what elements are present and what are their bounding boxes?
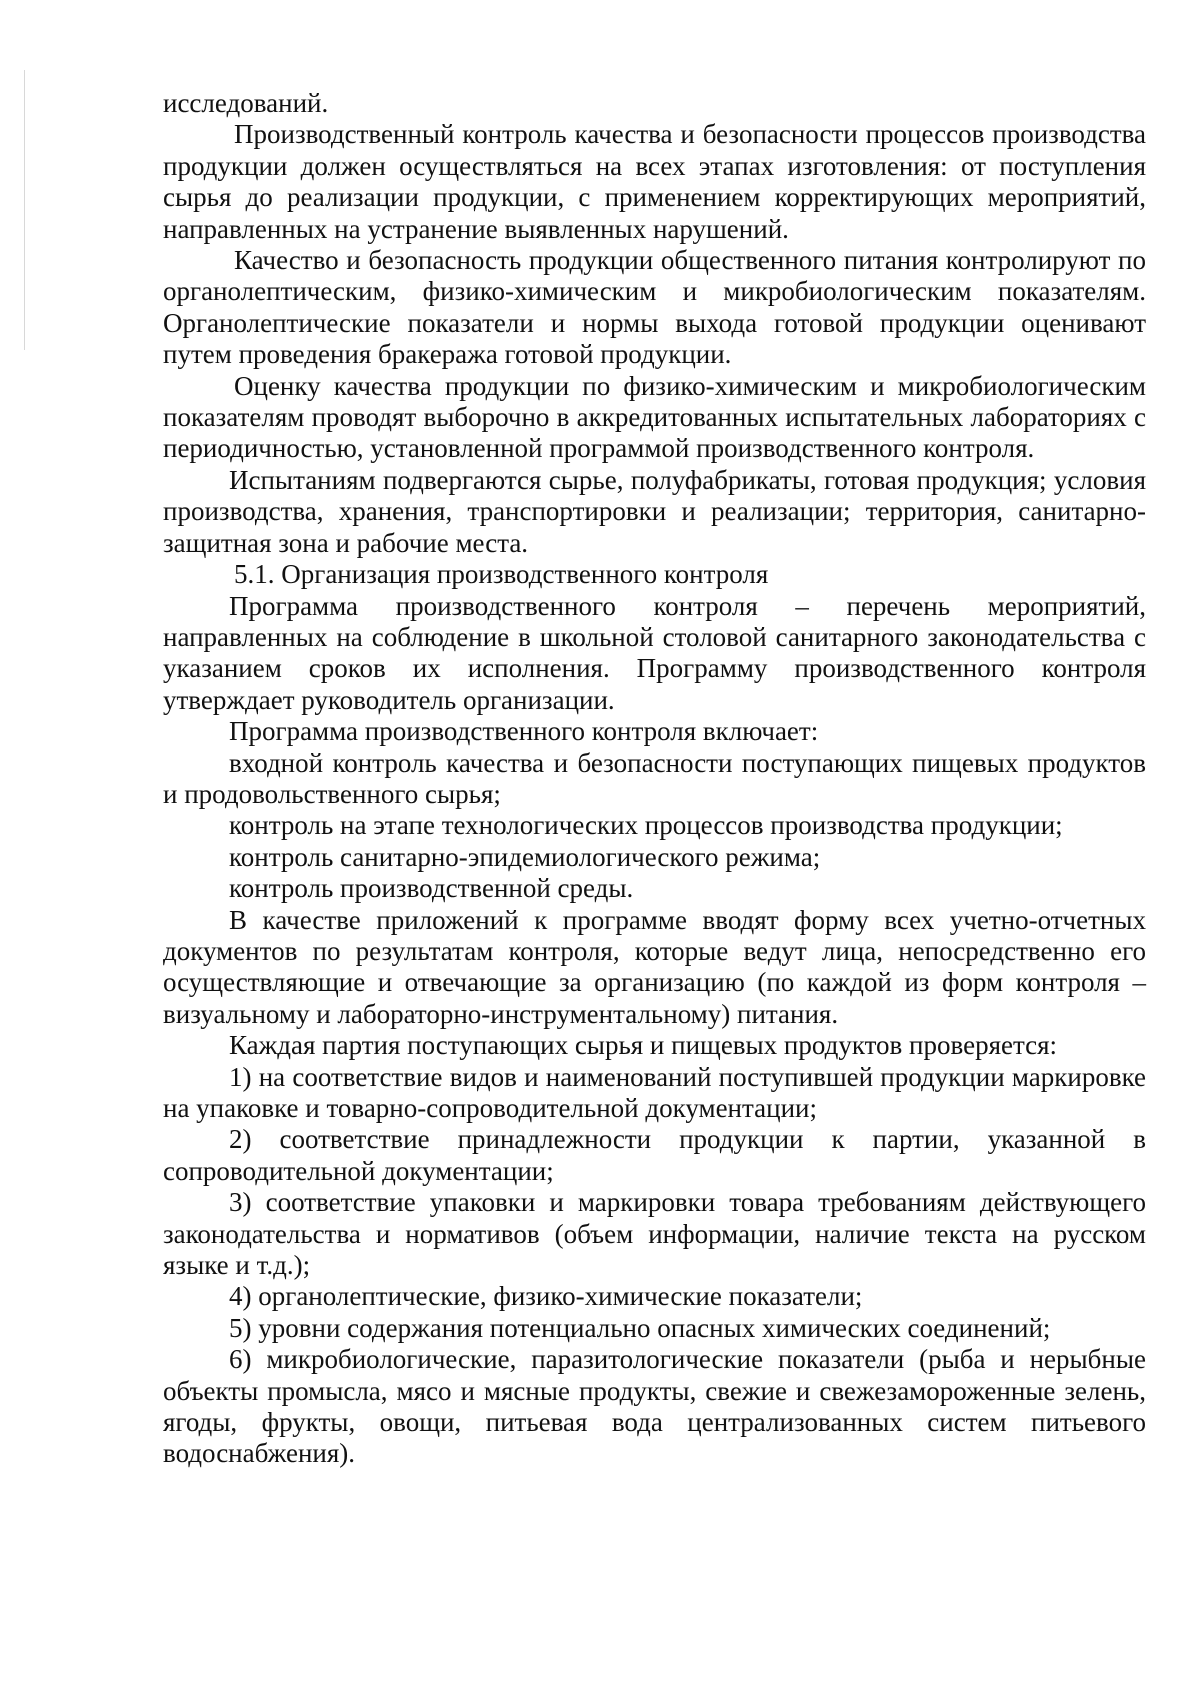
list-item-check-3: 3) соответствие упаковки и маркировки товара требованиям действующего законодательства и нормативов (объем информации, наличие текста на русском языке и т.д.); <box>163 1187 1146 1281</box>
paragraph-program-includes: Программа производственного контроля включает: <box>229 716 819 747</box>
list-item-check-4: 4) органолептические, физико-химические показатели; <box>229 1281 863 1312</box>
paragraph-program-definition: Программа производственного контроля – перечень мероприятий, направленных на соблюдение в школьной столовой санитарного законодательства с указанием сроков их исполнения. Программу производственного контроля утверждает руководитель организации. <box>163 590 1146 715</box>
paragraph-continuation: исследований. <box>163 88 329 118</box>
section-heading: 5.1. Организация производственного контроля <box>234 559 769 590</box>
list-item-sanitary-control: контроль санитарно-эпидемиологического режима; <box>229 841 821 872</box>
scan-edge-marks <box>24 70 27 350</box>
list-item-check-6: 6) микробиологические, паразитологические показатели (рыба и нерыбные объекты промысла, мясо и мясные продукты, свежие и свежезамороженные зелень, ягоды, фрукты, овощи, питьевая вода централизованных систем питьевого водоснабжения). <box>163 1344 1146 1469</box>
paragraph-production-control: Производственный контроль качества и безопасности процессов производства продукции должен осуществляться на всех этапах изготовления: от поступления сырья до реализации продукции, с применением корректирующих мероприятий, направленных на устранение выявленных нарушений. <box>163 119 1146 244</box>
list-item-technological-control: контроль на этапе технологических процессов производства продукции; <box>229 810 1063 841</box>
paragraph-testing-subjects: Испытаниям подвергаются сырье, полуфабрикаты, готовая продукция; условия производства, хранения, транспортировки и реализации; территория, санитарно-защитная зона и рабочие места. <box>163 464 1146 558</box>
list-item-input-control: входной контроль качества и безопасности поступающих пищевых продуктов и продовольственного сырья; <box>163 747 1146 809</box>
paragraph-appendices: В качестве приложений к программе вводят форму всех учетно-отчетных документов по результатам контроля, которые ведут лица, непосредственно его осуществляющие и отвечающие за организацию (по каждой из форм контроля – визуальному и лабораторно-инструментальному) питания. <box>163 904 1146 1029</box>
paragraph-quality-assessment: Оценку качества продукции по физико-химическим и микробиологическим показателям проводят выборочно в аккредитованных испытательных лабораториях с периодичностью, установленной программой производственного контроля. <box>163 370 1146 464</box>
list-item-environment-control: контроль производственной среды. <box>229 873 634 904</box>
list-item-check-5: 5) уровни содержания потенциально опасных химических соединений; <box>229 1312 1051 1343</box>
document-body <box>163 88 1146 1470</box>
paragraph-quality-safety: Качество и безопасность продукции общественного питания контролируют по органолептическим, физико-химическим и микробиологическим показателям. Органолептические показатели и нормы выхода готовой продукции оценивают путем проведения бракеража готовой продукции. <box>163 245 1146 370</box>
paragraph-batch-check: Каждая партия поступающих сырья и пищевых продуктов проверяется: <box>229 1030 1058 1061</box>
list-item-check-1: 1) на соответствие видов и наименований поступившей продукции маркировке на упаковке и товарно-сопроводительной документации; <box>163 1061 1146 1123</box>
list-item-check-2: 2) соответствие принадлежности продукции к партии, указанной в сопроводительной документации; <box>163 1124 1146 1186</box>
